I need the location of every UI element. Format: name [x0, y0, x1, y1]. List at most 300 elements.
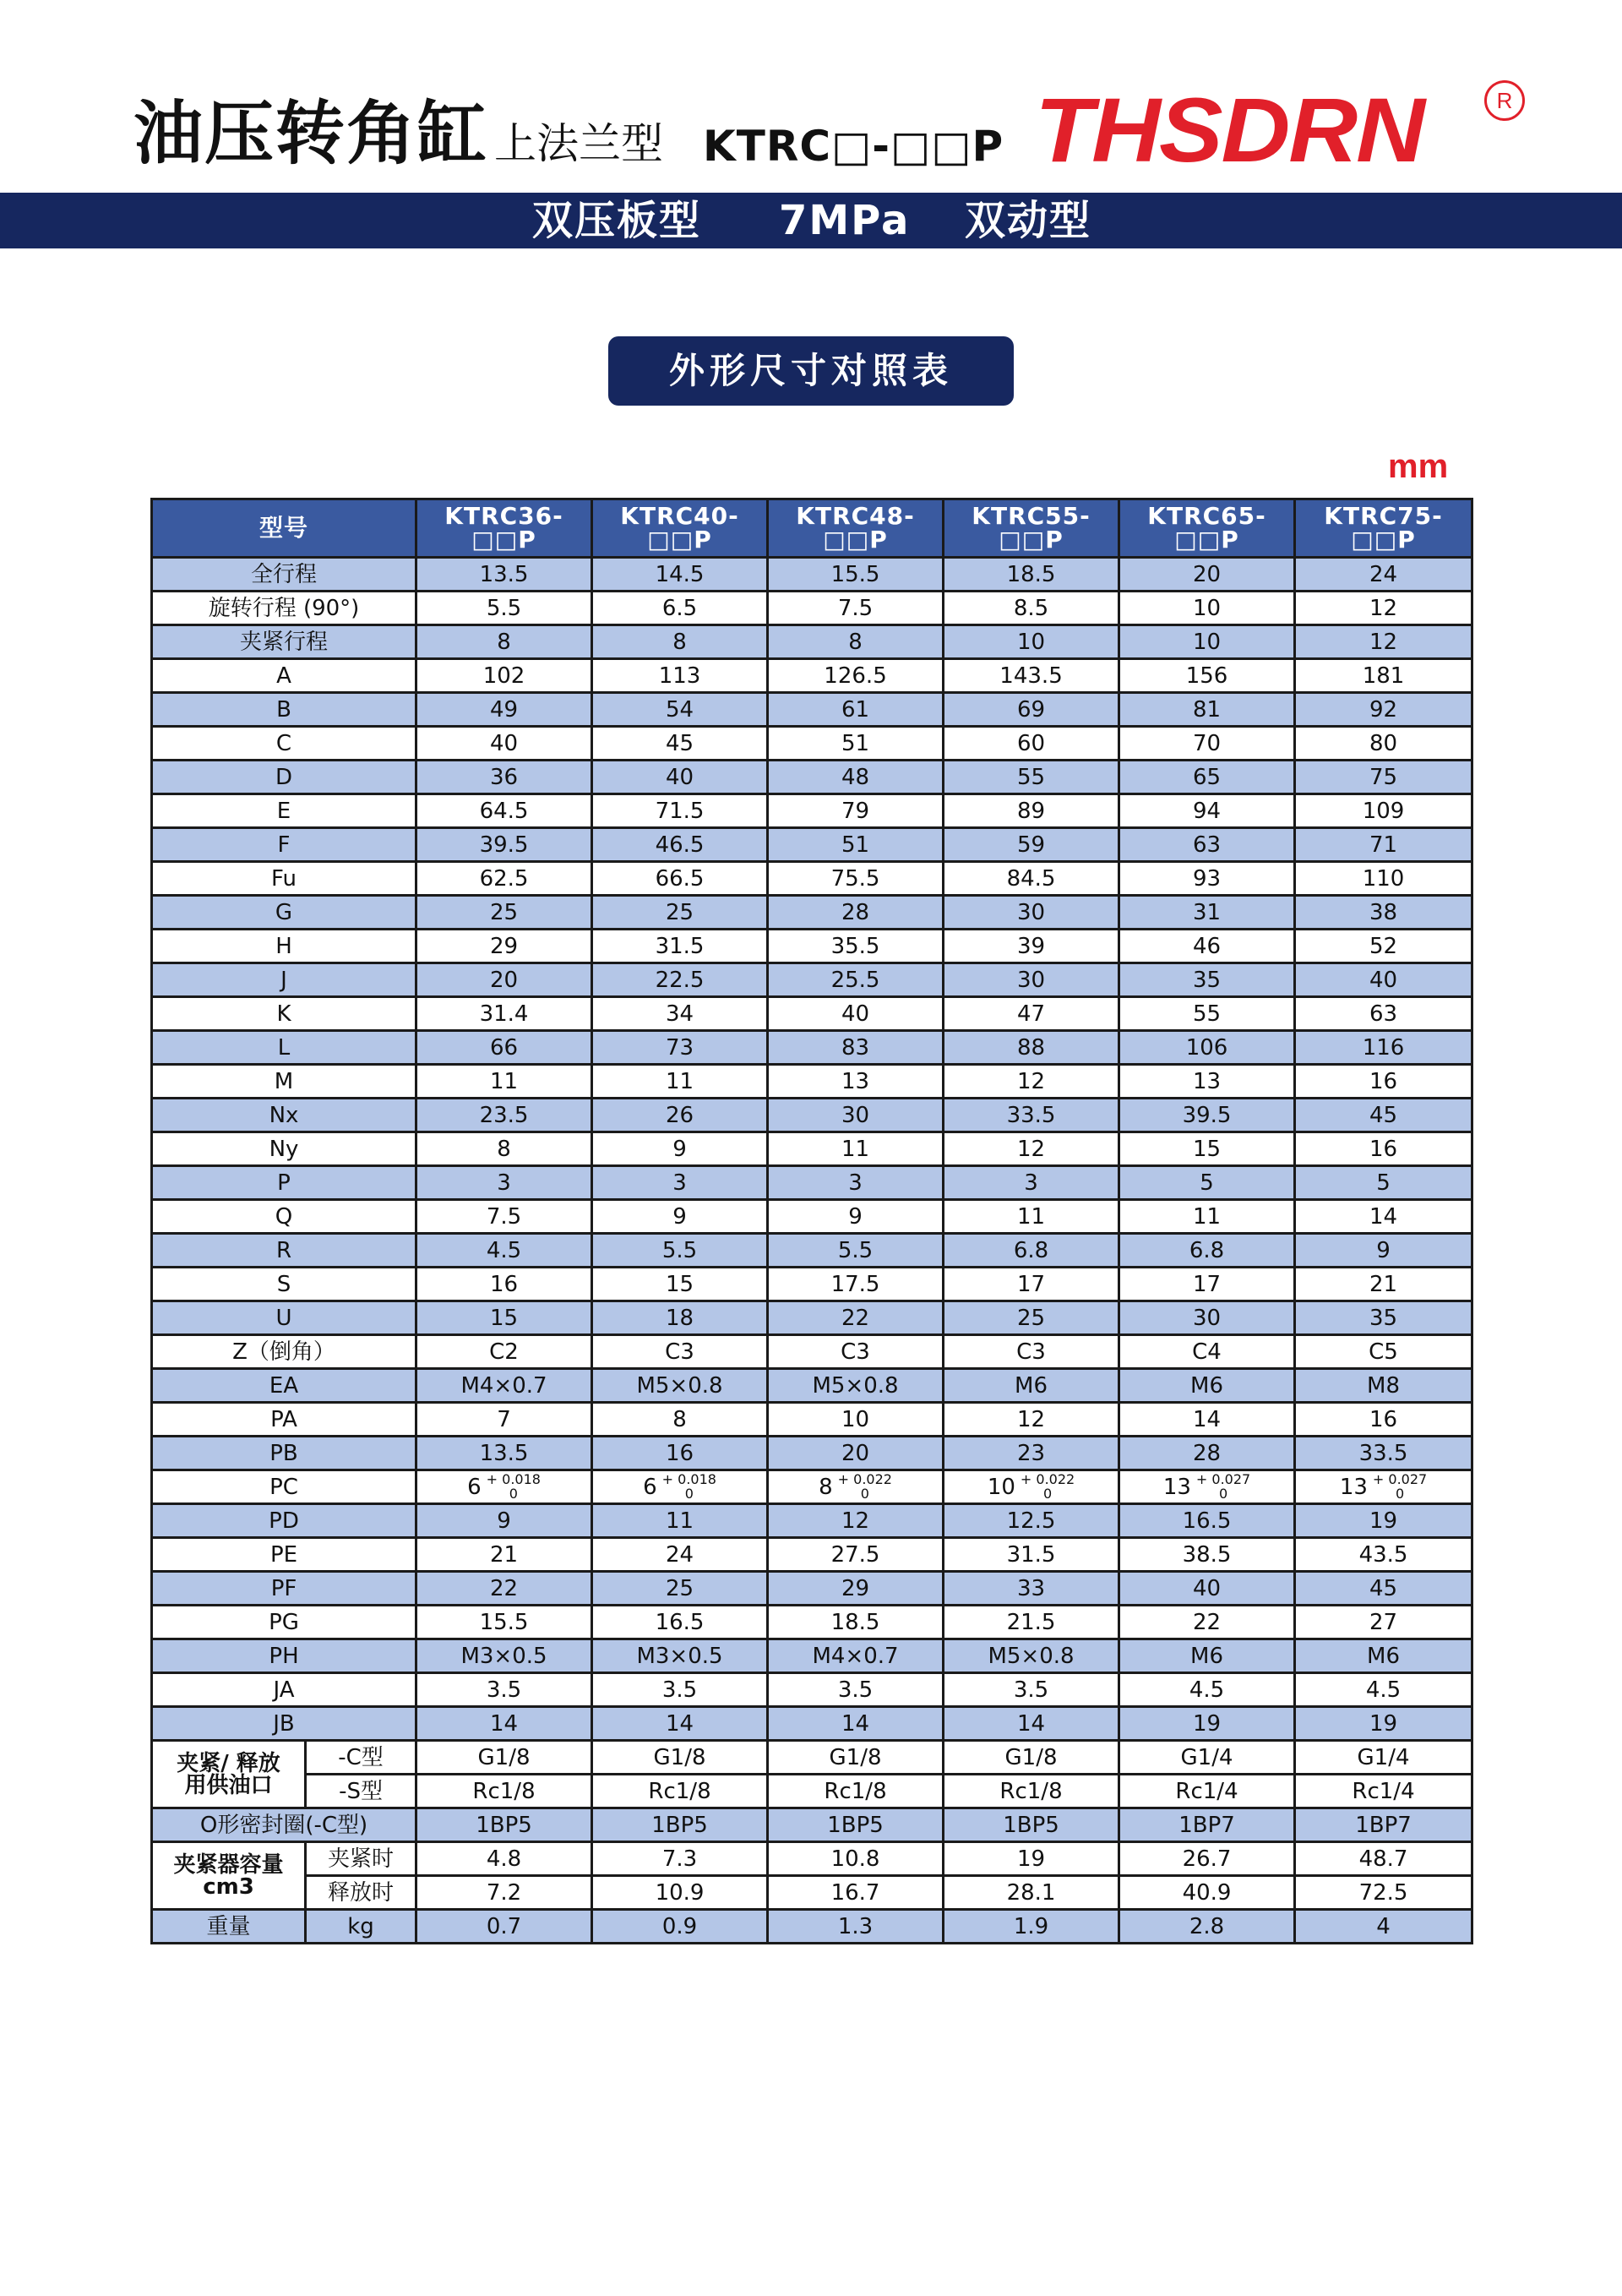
table-cell: 4.5 — [1119, 1673, 1295, 1707]
release-label: 释放时 — [306, 1876, 416, 1910]
table-cell: 1BP7 — [1119, 1808, 1295, 1842]
table-cell: 70 — [1119, 727, 1295, 761]
table-cell: 25.5 — [768, 963, 944, 997]
table-cell: 10.8 — [768, 1842, 944, 1876]
registered-mark-icon: R — [1484, 80, 1525, 121]
table-cell: 102 — [416, 659, 592, 693]
table-cell: 181 — [1295, 659, 1472, 693]
tolerance-base: 6 — [467, 1474, 482, 1500]
row-label: P — [152, 1166, 416, 1200]
table-cell: C5 — [1295, 1335, 1472, 1369]
table-row — [152, 1403, 1472, 1437]
tolerance-lower: 0 — [860, 1485, 869, 1502]
table-cell: 126.5 — [768, 659, 944, 693]
table-cell: 31.5 — [592, 930, 768, 963]
table-cell: 66 — [416, 1031, 592, 1065]
table-cell: 65 — [1119, 761, 1295, 794]
row-label: J — [152, 963, 416, 997]
table-cell: 75 — [1295, 761, 1472, 794]
row-label: JA — [152, 1673, 416, 1707]
table-cell: 11 — [944, 1200, 1119, 1234]
table-cell: M8 — [1295, 1369, 1472, 1403]
table-cell: 1BP5 — [592, 1808, 768, 1842]
table-cell: M5×0.8 — [592, 1369, 768, 1403]
table-cell: 14 — [1119, 1403, 1295, 1437]
table-cell: 3 — [592, 1166, 768, 1200]
table-cell: 8.5 — [944, 592, 1119, 625]
model-header: KTRC65-□□P — [1119, 499, 1295, 558]
table-row — [152, 1910, 1472, 1944]
table-row — [152, 1369, 1472, 1403]
table-cell: 7.5 — [768, 592, 944, 625]
table-row — [152, 1842, 1472, 1876]
table-cell: 20 — [768, 1437, 944, 1470]
table-cell: 52 — [1295, 930, 1472, 963]
tolerance-lower: 0 — [1395, 1485, 1405, 1502]
table-cell: M3×0.5 — [416, 1639, 592, 1673]
table-cell: 17 — [944, 1268, 1119, 1301]
table-cell: 13.5 — [416, 1437, 592, 1470]
table-cell: 54 — [592, 693, 768, 727]
table-cell: G1/8 — [944, 1741, 1119, 1775]
table-cell: 18 — [592, 1301, 768, 1335]
table-cell: 15 — [592, 1268, 768, 1301]
tolerance-upper: + 0.027 — [1372, 1470, 1428, 1487]
table-row — [152, 1572, 1472, 1606]
table-cell: 13 — [1119, 1065, 1295, 1099]
table-cell: M5×0.8 — [944, 1639, 1119, 1673]
table-cell: 11 — [592, 1065, 768, 1099]
table-row — [152, 1166, 1472, 1200]
table-cell: 8 — [592, 625, 768, 659]
row-label: S — [152, 1268, 416, 1301]
table-cell: 40 — [1119, 1572, 1295, 1606]
row-label: G — [152, 896, 416, 930]
table-row — [152, 761, 1472, 794]
table-row — [152, 659, 1472, 693]
table-cell: 47 — [944, 997, 1119, 1031]
row-label: Ny — [152, 1132, 416, 1166]
table-row — [152, 963, 1472, 997]
table-cell: 28 — [768, 896, 944, 930]
table-cell: 16 — [1295, 1132, 1472, 1166]
table-cell: 26 — [592, 1099, 768, 1132]
table-cell: 79 — [768, 794, 944, 828]
model-code: KTRC□-□□P — [703, 122, 1004, 171]
table-cell: 21 — [1295, 1268, 1472, 1301]
table-cell: 1BP5 — [768, 1808, 944, 1842]
table-cell: 12 — [1295, 625, 1472, 659]
table-cell: 1.3 — [768, 1910, 944, 1944]
table-cell: 27 — [1295, 1606, 1472, 1639]
table-cell: 17 — [1119, 1268, 1295, 1301]
table-cell: 3.5 — [944, 1673, 1119, 1707]
table-cell: 17.5 — [768, 1268, 944, 1301]
table-cell: 63 — [1119, 828, 1295, 862]
table-cell: 27.5 — [768, 1538, 944, 1572]
table-cell: 10 — [768, 1403, 944, 1437]
table-cell: C3 — [592, 1335, 768, 1369]
table-row — [152, 1335, 1472, 1369]
table-cell: 22 — [768, 1301, 944, 1335]
table-cell: 21 — [416, 1538, 592, 1572]
table-cell: 39.5 — [416, 828, 592, 862]
table-row — [152, 1639, 1472, 1673]
table-row — [152, 1234, 1472, 1268]
row-label: U — [152, 1301, 416, 1335]
table-cell: 156 — [1119, 659, 1295, 693]
table-cell: Rc1/4 — [1119, 1775, 1295, 1808]
table-cell: 113 — [592, 659, 768, 693]
tolerance-lower: 0 — [684, 1485, 694, 1502]
row-label: A — [152, 659, 416, 693]
model-header: KTRC75-□□P — [1295, 499, 1472, 558]
tolerance-value — [1162, 1470, 1251, 1502]
table-cell: 25 — [944, 1301, 1119, 1335]
table-cell: 16 — [416, 1268, 592, 1301]
model-header: KTRC55-□□P — [944, 499, 1119, 558]
table-row — [152, 1470, 1472, 1504]
table-cell: 6.8 — [1119, 1234, 1295, 1268]
table-cell: M6 — [944, 1369, 1119, 1403]
table-cell: G1/4 — [1295, 1741, 1472, 1775]
table-cell: 10 — [1119, 625, 1295, 659]
table-cell: 43.5 — [1295, 1538, 1472, 1572]
header-corner: 型号 — [152, 499, 416, 558]
table-cell: 19 — [944, 1842, 1119, 1876]
spec-band — [0, 193, 1622, 248]
table-cell: G1/4 — [1119, 1741, 1295, 1775]
table-cell: M6 — [1119, 1639, 1295, 1673]
table-cell: 45 — [1295, 1099, 1472, 1132]
table-cell: M5×0.8 — [768, 1369, 944, 1403]
table-row — [152, 1504, 1472, 1538]
table-cell: 8 — [592, 1403, 768, 1437]
tolerance-limits — [486, 1470, 541, 1502]
row-label: H — [152, 930, 416, 963]
table-cell: 75.5 — [768, 862, 944, 896]
table-cell: 35.5 — [768, 930, 944, 963]
table-cell: 40 — [416, 727, 592, 761]
table-cell: 40 — [768, 997, 944, 1031]
table-cell: 14 — [768, 1707, 944, 1741]
table-cell: 20 — [416, 963, 592, 997]
table-cell: Rc1/8 — [592, 1775, 768, 1808]
table-cell: 5.5 — [416, 592, 592, 625]
table-cell: 22 — [1119, 1606, 1295, 1639]
tolerance-cell — [1119, 1470, 1295, 1504]
table-cell: 55 — [1119, 997, 1295, 1031]
table-cell: 4.5 — [1295, 1673, 1472, 1707]
table-cell: 12 — [944, 1132, 1119, 1166]
table-cell: 12.5 — [944, 1504, 1119, 1538]
table-row — [152, 1775, 1472, 1808]
tolerance-value — [819, 1470, 892, 1502]
tolerance-value — [467, 1470, 541, 1502]
table-cell: 9 — [1295, 1234, 1472, 1268]
tolerance-value — [1339, 1470, 1428, 1502]
table-cell: 2.8 — [1119, 1910, 1295, 1944]
table-cell: 22 — [416, 1572, 592, 1606]
row-label: Nx — [152, 1099, 416, 1132]
table-cell: 38 — [1295, 896, 1472, 930]
table-row — [152, 1606, 1472, 1639]
table-row — [152, 828, 1472, 862]
table-row — [152, 794, 1472, 828]
table-cell: 14 — [944, 1707, 1119, 1741]
row-label: JB — [152, 1707, 416, 1741]
table-cell: 15.5 — [768, 558, 944, 592]
table-cell: 45 — [592, 727, 768, 761]
table-row — [152, 625, 1472, 659]
table-cell: 8 — [416, 1132, 592, 1166]
table-cell: 30 — [768, 1099, 944, 1132]
table-cell: G1/8 — [592, 1741, 768, 1775]
tolerance-limits — [1020, 1470, 1075, 1502]
row-label: D — [152, 761, 416, 794]
model-header: KTRC36-□□P — [416, 499, 592, 558]
unit-cell: kg — [306, 1910, 416, 1944]
table-cell: 3.5 — [416, 1673, 592, 1707]
table-cell: 89 — [944, 794, 1119, 828]
table-cell: 46.5 — [592, 828, 768, 862]
table-cell: 15 — [416, 1301, 592, 1335]
table-cell: 9 — [592, 1200, 768, 1234]
row-label: PF — [152, 1572, 416, 1606]
table-header-row — [152, 499, 1472, 558]
clamp-label: 夹紧时 — [306, 1842, 416, 1876]
table-row — [152, 1268, 1472, 1301]
table-cell: 25 — [592, 896, 768, 930]
table-cell: 10 — [1119, 592, 1295, 625]
tolerance-upper: + 0.018 — [486, 1470, 541, 1487]
table-cell: 45 — [1295, 1572, 1472, 1606]
table-cell: 7.2 — [416, 1876, 592, 1910]
tolerance-base: 10 — [987, 1474, 1015, 1500]
table-cell: 59 — [944, 828, 1119, 862]
table-cell: 106 — [1119, 1031, 1295, 1065]
table-cell: 16.5 — [592, 1606, 768, 1639]
table-cell: 15.5 — [416, 1606, 592, 1639]
table-cell: C3 — [768, 1335, 944, 1369]
table-cell: M4×0.7 — [416, 1369, 592, 1403]
table-cell: 83 — [768, 1031, 944, 1065]
tolerance-limits — [1195, 1470, 1251, 1502]
tolerance-value — [987, 1470, 1075, 1502]
table-cell: M6 — [1119, 1369, 1295, 1403]
tolerance-upper: + 0.018 — [661, 1470, 716, 1487]
table-row — [152, 1808, 1472, 1842]
table-row — [152, 1132, 1472, 1166]
table-cell: 73 — [592, 1031, 768, 1065]
table-cell: Rc1/8 — [416, 1775, 592, 1808]
table-cell: 3.5 — [592, 1673, 768, 1707]
table-cell: 11 — [416, 1065, 592, 1099]
row-label: M — [152, 1065, 416, 1099]
row-label: PG — [152, 1606, 416, 1639]
pressure-rating: 7MPa — [779, 197, 911, 244]
dimension-table — [150, 498, 1473, 1944]
table-cell: 14.5 — [592, 558, 768, 592]
row-label: E — [152, 794, 416, 828]
table-cell: 49 — [416, 693, 592, 727]
table-cell: 13.5 — [416, 558, 592, 592]
action-type: 双动型 — [965, 197, 1092, 244]
tolerance-upper: + 0.022 — [837, 1470, 892, 1487]
table-cell: 3 — [416, 1166, 592, 1200]
tolerance-cell — [768, 1470, 944, 1504]
table-cell: 8 — [768, 625, 944, 659]
table-cell: Rc1/4 — [1295, 1775, 1472, 1808]
table-cell: C4 — [1119, 1335, 1295, 1369]
table-cell: 64.5 — [416, 794, 592, 828]
table-cell: C3 — [944, 1335, 1119, 1369]
table-cell: 8 — [416, 625, 592, 659]
tolerance-upper: + 0.027 — [1195, 1470, 1251, 1487]
table-cell: 28.1 — [944, 1876, 1119, 1910]
table-cell: 14 — [592, 1707, 768, 1741]
table-cell: 14 — [416, 1707, 592, 1741]
table-cell: 4.8 — [416, 1842, 592, 1876]
table-cell: 24 — [1295, 558, 1472, 592]
table-cell: 40 — [1295, 963, 1472, 997]
table-cell: 71.5 — [592, 794, 768, 828]
table-cell: 5.5 — [592, 1234, 768, 1268]
row-label: Q — [152, 1200, 416, 1234]
table-cell: 0.7 — [416, 1910, 592, 1944]
table-cell: 23.5 — [416, 1099, 592, 1132]
row-label: 夹紧行程 — [152, 625, 416, 659]
tolerance-cell — [592, 1470, 768, 1504]
table-cell: 22.5 — [592, 963, 768, 997]
table-row — [152, 592, 1472, 625]
brand-logo: THSDRN — [1035, 79, 1423, 181]
table-cell: 30 — [1119, 1301, 1295, 1335]
row-label: B — [152, 693, 416, 727]
table-cell: 1BP5 — [416, 1808, 592, 1842]
table-cell: 12 — [944, 1065, 1119, 1099]
row-label: 旋转行程 (90°) — [152, 592, 416, 625]
tolerance-limits — [1372, 1470, 1428, 1502]
table-row — [152, 1301, 1472, 1335]
table-row — [152, 693, 1472, 727]
table-cell: 38.5 — [1119, 1538, 1295, 1572]
table-row — [152, 930, 1472, 963]
table-cell: 10 — [944, 625, 1119, 659]
table-cell: M6 — [1295, 1639, 1472, 1673]
row-label: L — [152, 1031, 416, 1065]
row-label: Fu — [152, 862, 416, 896]
table-cell: 18.5 — [944, 558, 1119, 592]
plate-type: 双压板型 — [532, 197, 702, 244]
row-label: Z（倒角） — [152, 1335, 416, 1369]
table-cell: 92 — [1295, 693, 1472, 727]
table-cell: 16.7 — [768, 1876, 944, 1910]
table-cell: 40.9 — [1119, 1876, 1295, 1910]
table-cell: 84.5 — [944, 862, 1119, 896]
table-cell: 4.5 — [416, 1234, 592, 1268]
tolerance-value — [643, 1470, 716, 1502]
table-cell: 19 — [1295, 1504, 1472, 1538]
tolerance-cell — [944, 1470, 1119, 1504]
tolerance-cell — [1295, 1470, 1472, 1504]
group-label: 夹紧器容量 cm3 — [152, 1842, 306, 1910]
table-cell: 69 — [944, 693, 1119, 727]
table-cell: Rc1/8 — [768, 1775, 944, 1808]
table-cell: 23 — [944, 1437, 1119, 1470]
table-cell: 72.5 — [1295, 1876, 1472, 1910]
table-cell: 11 — [592, 1504, 768, 1538]
table-cell: 19 — [1119, 1707, 1295, 1741]
table-row — [152, 997, 1472, 1031]
table-cell: 31 — [1119, 896, 1295, 930]
table-row — [152, 1673, 1472, 1707]
tolerance-lower: 0 — [1218, 1485, 1228, 1502]
port-type-s-label: -S型 — [306, 1775, 416, 1808]
table-cell: 25 — [592, 1572, 768, 1606]
table-row — [152, 1200, 1472, 1234]
table-cell: 3 — [944, 1166, 1119, 1200]
table-row — [152, 896, 1472, 930]
table-cell: 35 — [1295, 1301, 1472, 1335]
group-label: 夹紧/ 释放 用供油口 — [152, 1741, 306, 1808]
table-row — [152, 1099, 1472, 1132]
table-cell: 24 — [592, 1538, 768, 1572]
table-cell: 61 — [768, 693, 944, 727]
table-cell: 48 — [768, 761, 944, 794]
tolerance-limits — [837, 1470, 892, 1502]
row-label: PA — [152, 1403, 416, 1437]
table-cell: 62.5 — [416, 862, 592, 896]
table-cell: 16 — [592, 1437, 768, 1470]
table-row — [152, 1707, 1472, 1741]
table-cell: 16 — [1295, 1403, 1472, 1437]
table-cell: 9 — [592, 1132, 768, 1166]
table-cell: 19 — [1295, 1707, 1472, 1741]
table-cell: 143.5 — [944, 659, 1119, 693]
table-cell: C2 — [416, 1335, 592, 1369]
table-cell: 12 — [944, 1403, 1119, 1437]
table-row — [152, 1741, 1472, 1775]
table-cell: Rc1/8 — [944, 1775, 1119, 1808]
table-cell: 48.7 — [1295, 1842, 1472, 1876]
table-cell: 40 — [592, 761, 768, 794]
table-row — [152, 1065, 1472, 1099]
model-header: KTRC40-□□P — [592, 499, 768, 558]
table-cell: 10.9 — [592, 1876, 768, 1910]
table-cell: 34 — [592, 997, 768, 1031]
table-cell: 81 — [1119, 693, 1295, 727]
table-cell: 1.9 — [944, 1910, 1119, 1944]
table-cell: 6.8 — [944, 1234, 1119, 1268]
row-label: PC — [152, 1470, 416, 1504]
table-row — [152, 1876, 1472, 1910]
table-cell: 15 — [1119, 1132, 1295, 1166]
table-cell: M4×0.7 — [768, 1639, 944, 1673]
row-label: PE — [152, 1538, 416, 1572]
row-label: 全行程 — [152, 558, 416, 592]
table-cell: 16 — [1295, 1065, 1472, 1099]
table-cell: 116 — [1295, 1031, 1472, 1065]
table-cell: 3.5 — [768, 1673, 944, 1707]
table-cell: 5 — [1119, 1166, 1295, 1200]
table-cell: 6.5 — [592, 592, 768, 625]
model-header: KTRC48-□□P — [768, 499, 944, 558]
table-cell: 12 — [768, 1504, 944, 1538]
tolerance-base: 13 — [1162, 1474, 1191, 1500]
table-cell: 4 — [1295, 1910, 1472, 1944]
tolerance-cell — [416, 1470, 592, 1504]
